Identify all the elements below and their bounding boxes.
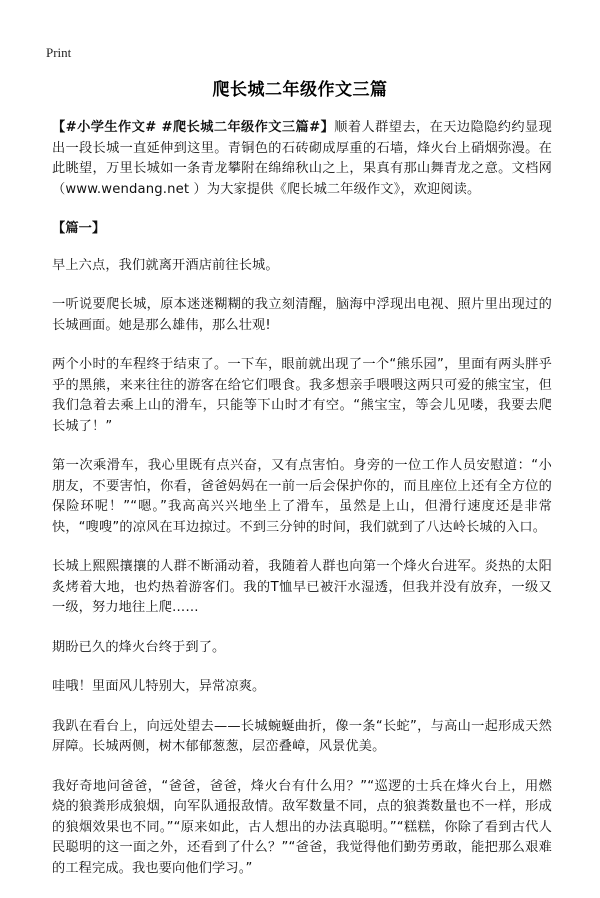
print-label: Print — [46, 45, 72, 60]
intro-paragraph — [52, 118, 552, 200]
section-heading: 【篇一】 — [52, 221, 106, 236]
intro-tags: 【#小学生作文# #爬长城二年级作文三篇#】 — [52, 120, 335, 135]
paragraph: 第一次乘滑车，我心里既有点兴奋，又有点害怕。身旁的一位工作人员安慰道：“小朋友，不要害怕，你看，爸爸妈妈在一前一后会保护你的，而且座位上还有全方位的保险环呢！”“嗯。”我高高兴兴地坐上了滑车，虽然是上山，但滑行速度还是非常快，“嗖嗖”的凉风在耳边掠过。不到三分钟的时间，我们就到了八达岭长城的入口。 — [52, 458, 552, 535]
paragraph: 我趴在看台上，向远处望去——长城蜿蜒曲折，像一条“长蛇”，与高山一起形成天然屏障。长城两侧，树木郁郁葱葱，层峦叠嶂，风景优美。 — [52, 718, 552, 754]
paragraph: 长城上熙熙攘攘的人群不断涌动着，我随着人群也向第一个烽火台进军。炎热的太阳炙烤着大地，也灼热着游客们。我的T恤早已被汗水湿透，但我并没有放弃，一级又一级，努力地往上爬…… — [52, 559, 552, 615]
paragraph: 哇哦！里面风儿特别大，异常凉爽。 — [52, 679, 266, 694]
paragraph: 早上六点，我们就离开酒店前往长城。 — [52, 257, 279, 273]
paragraph: 一听说要爬长城，原本迷迷糊糊的我立刻清醒，脑海中浮现出电视、照片里出现过的长城画面。她是那么雄伟，那么壮观! — [52, 297, 552, 333]
paragraph: 两个小时的车程终于结束了。一下车，眼前就出现了一个“熊乐园”，里面有两头胖乎乎的黑熊，来来往往的游客在给它们喂食。我多想亲手喂喂这两只可爱的熊宝宝，但我们急着去乘上山的滑车，只能等下山时才有空。“熊宝宝，等会儿见喽，我要去爬长城了！” — [52, 357, 552, 434]
intro-text: 顺着人群望去，在天边隐隐约约显现出一段长城一直延伸到这里。青铜色的石砖砌成厚重的石墙，烽火台上硝烟弥漫。在此眺望，万里长城如一条青龙攀附在绵绵秋山之上，果真有那山舞青龙之意。文档网（www.wendang.net ）为大家提供《爬长城二年级作文》，欢迎阅读。 — [52, 120, 552, 197]
article-body — [52, 118, 552, 898]
paragraph: 我好奇地问爸爸，“爸爸，爸爸，烽火台有什么用？”“巡逻的士兵在烽火台上，用燃烧的狼粪形成狼烟，向军队通报敌情。敌军数量不同，点的狼粪数量也不一样，形成的狼烟效果也不同。”“原来如此，古人想出的办法真聪明。”“糕糕，你除了看到古代人民聪明的这一面之外，还看到了什么？”“爸爸，我觉得他们勤劳勇敢，能把那么艰难的工程完成。我也要向他们学习。” — [52, 778, 552, 876]
page-title: 爬长城二年级作文三篇 — [212, 80, 388, 100]
paragraph: 期盼已久的烽火台终于到了。 — [52, 639, 226, 655]
